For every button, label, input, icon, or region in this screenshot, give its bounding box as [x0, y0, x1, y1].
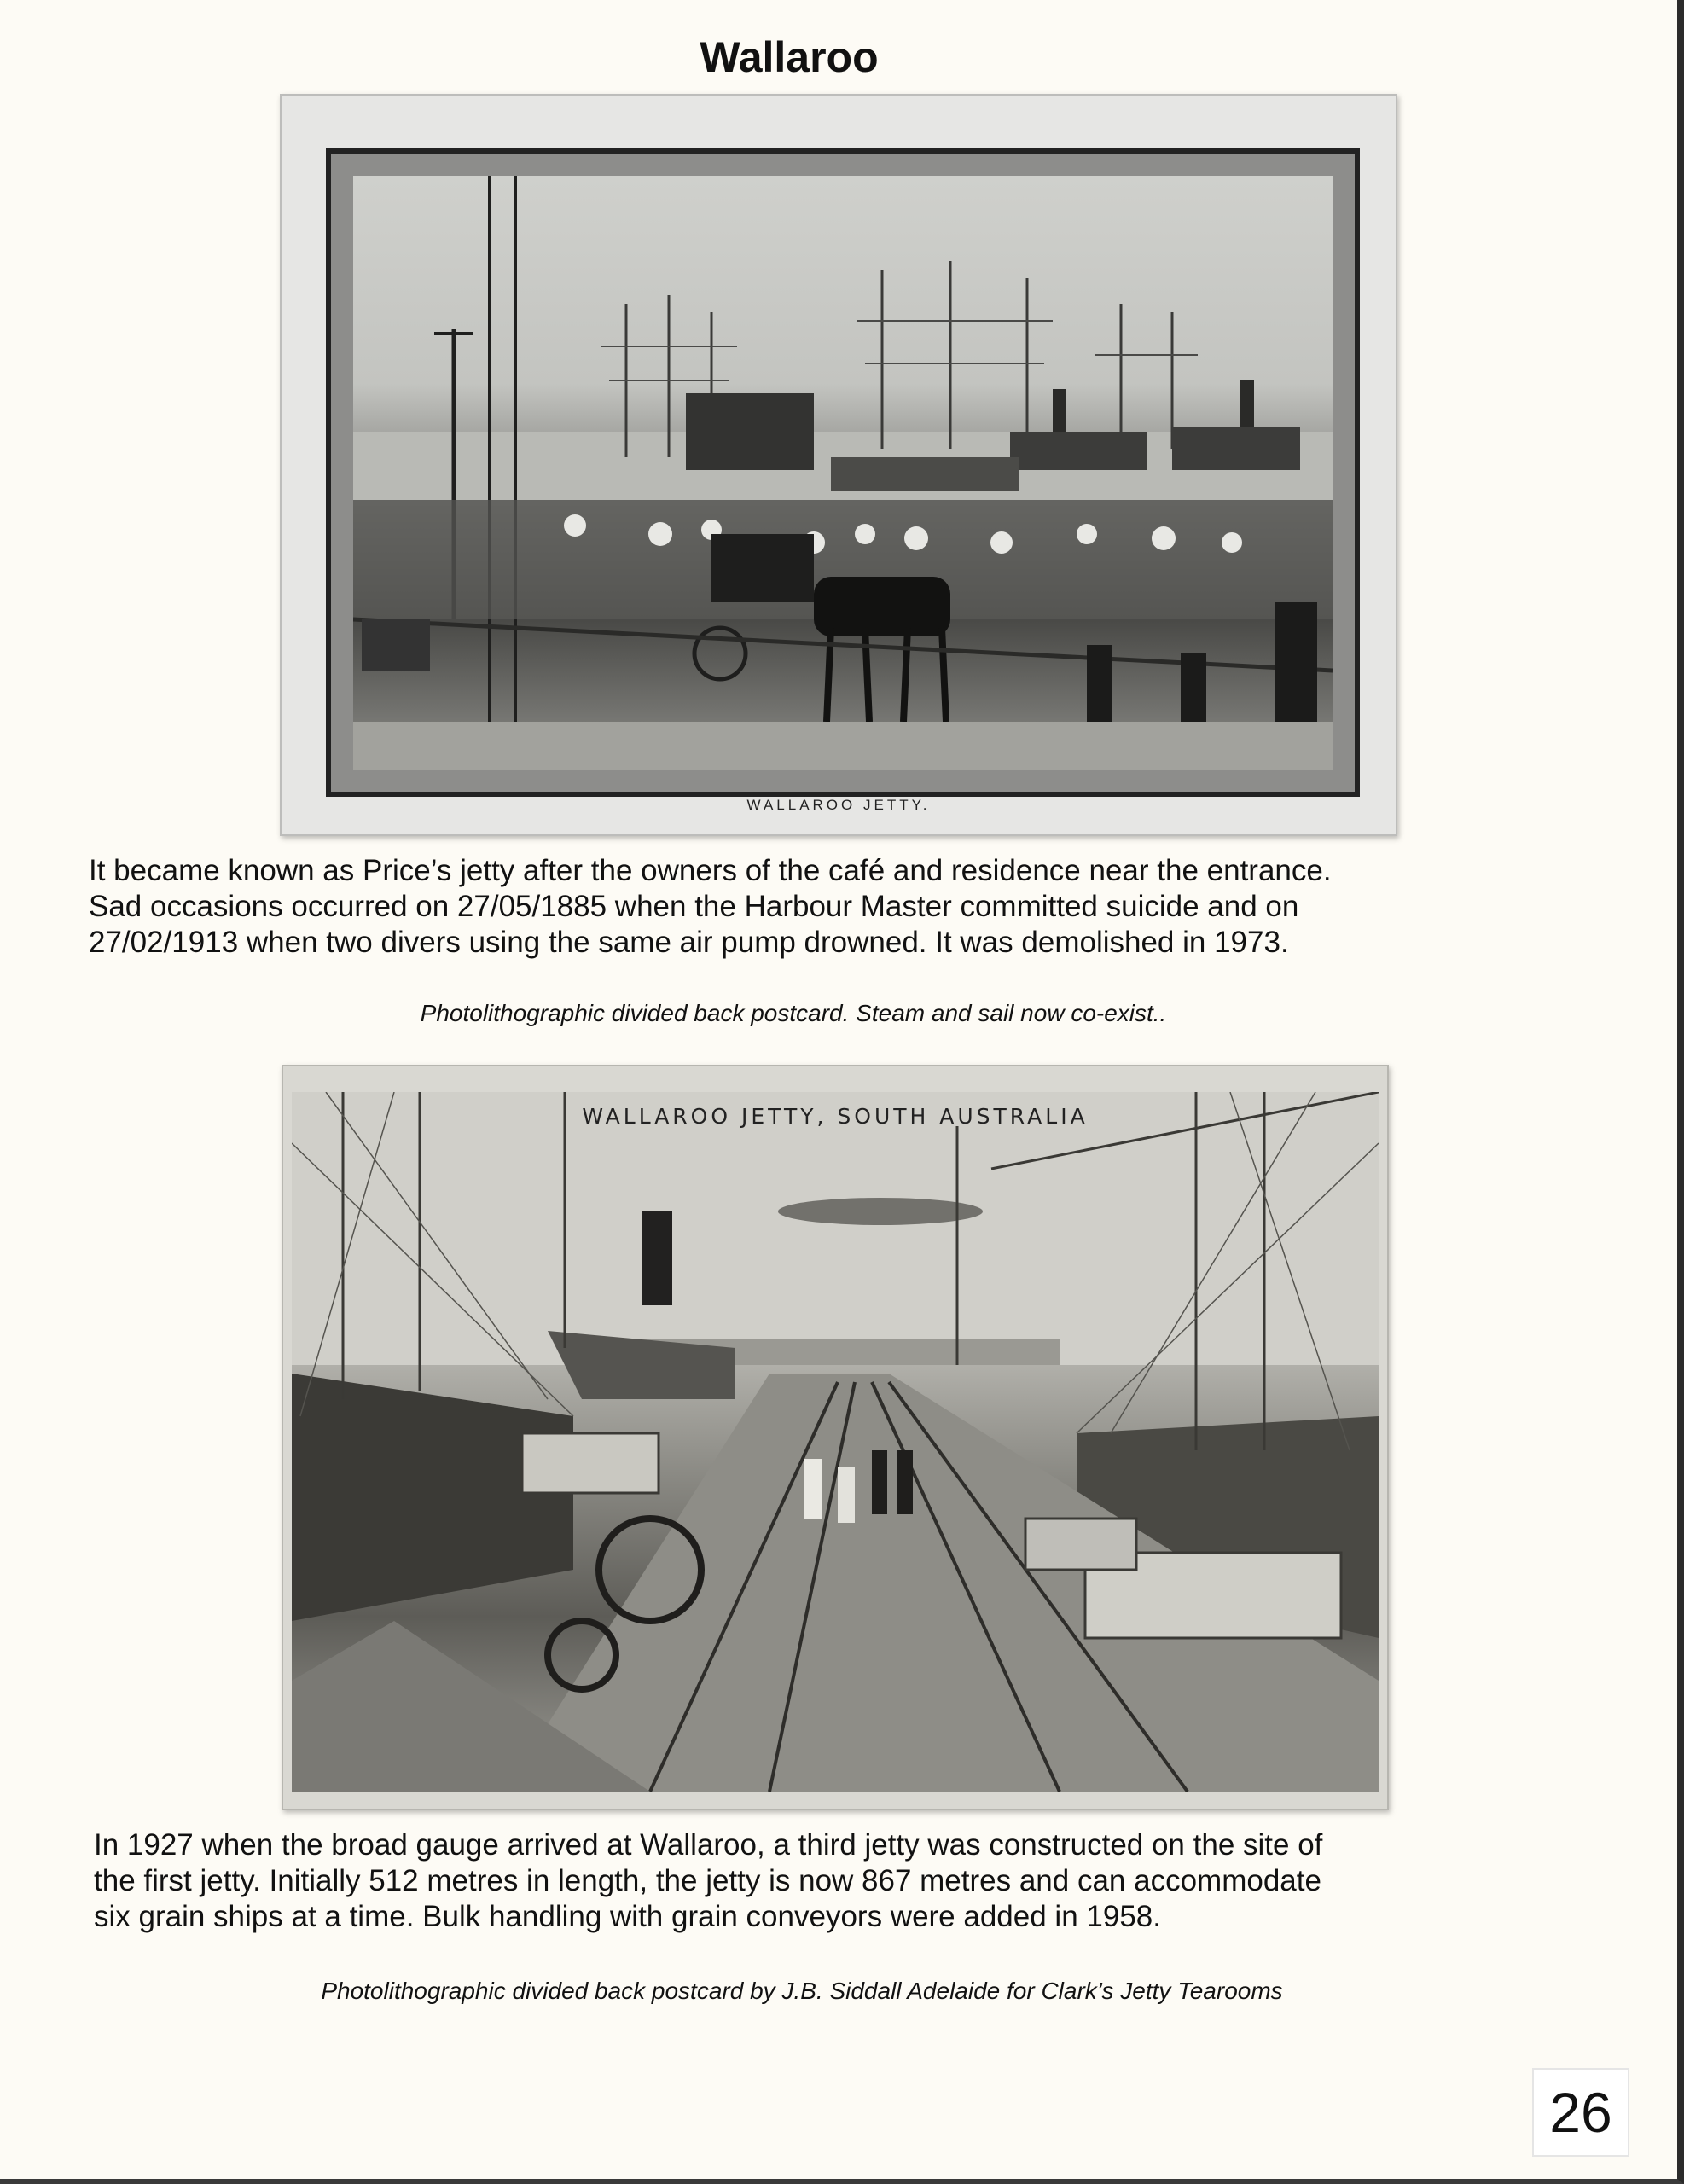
- jetty-railway-photo: [292, 1092, 1379, 1792]
- description-line: Sad occasions occurred on 27/05/1885 when the Harbour Master committed suicide and on: [89, 890, 1299, 923]
- description-line: It became known as Price’s jetty after the owners of the café and residence near the entrance.: [89, 854, 1332, 887]
- postcard1-note: Photolithographic divided back postcard. Steam and sail now co-exist..: [420, 1000, 1167, 1026]
- postcard-caption: WALLAROO JETTY, SOUTH AUSTRALIA: [582, 1104, 1089, 1129]
- postcard-border: [326, 148, 1360, 797]
- postcard-wallaroo-jetty: [280, 94, 1397, 836]
- description-line: 27/02/1913 when two divers using the same air pump drowned. It was demolished in 1973.: [89, 926, 1289, 959]
- jetty-crowd-photo: [353, 176, 1333, 770]
- jetty-railway-illustration: [292, 1092, 1379, 1792]
- postcard-wallaroo-jetty-south-australia: [282, 1065, 1389, 1810]
- postcard1-description: [89, 853, 1332, 961]
- postcard-caption: WALLAROO JETTY.: [746, 797, 931, 813]
- description-line: six grain ships at a time. Bulk handling with grain conveyors were added in 1958.: [94, 1900, 1161, 1933]
- description-line: the first jetty. Initially 512 metres in length, the jetty is now 867 metres and can accommodate: [94, 1864, 1321, 1897]
- page-title: Wallaroo: [700, 33, 879, 81]
- description-line: In 1927 when the broad gauge arrived at Wallaroo, a third jetty was constructed on the site of: [94, 1828, 1323, 1862]
- postcard2-description: [94, 1827, 1322, 1935]
- jetty-crowd-illustration: [353, 176, 1333, 770]
- postcard2-note: Photolithographic divided back postcard by J.B. Siddall Adelaide for Clark’s Jetty Tearooms: [321, 1978, 1283, 2004]
- page-number: 26: [1532, 2068, 1629, 2157]
